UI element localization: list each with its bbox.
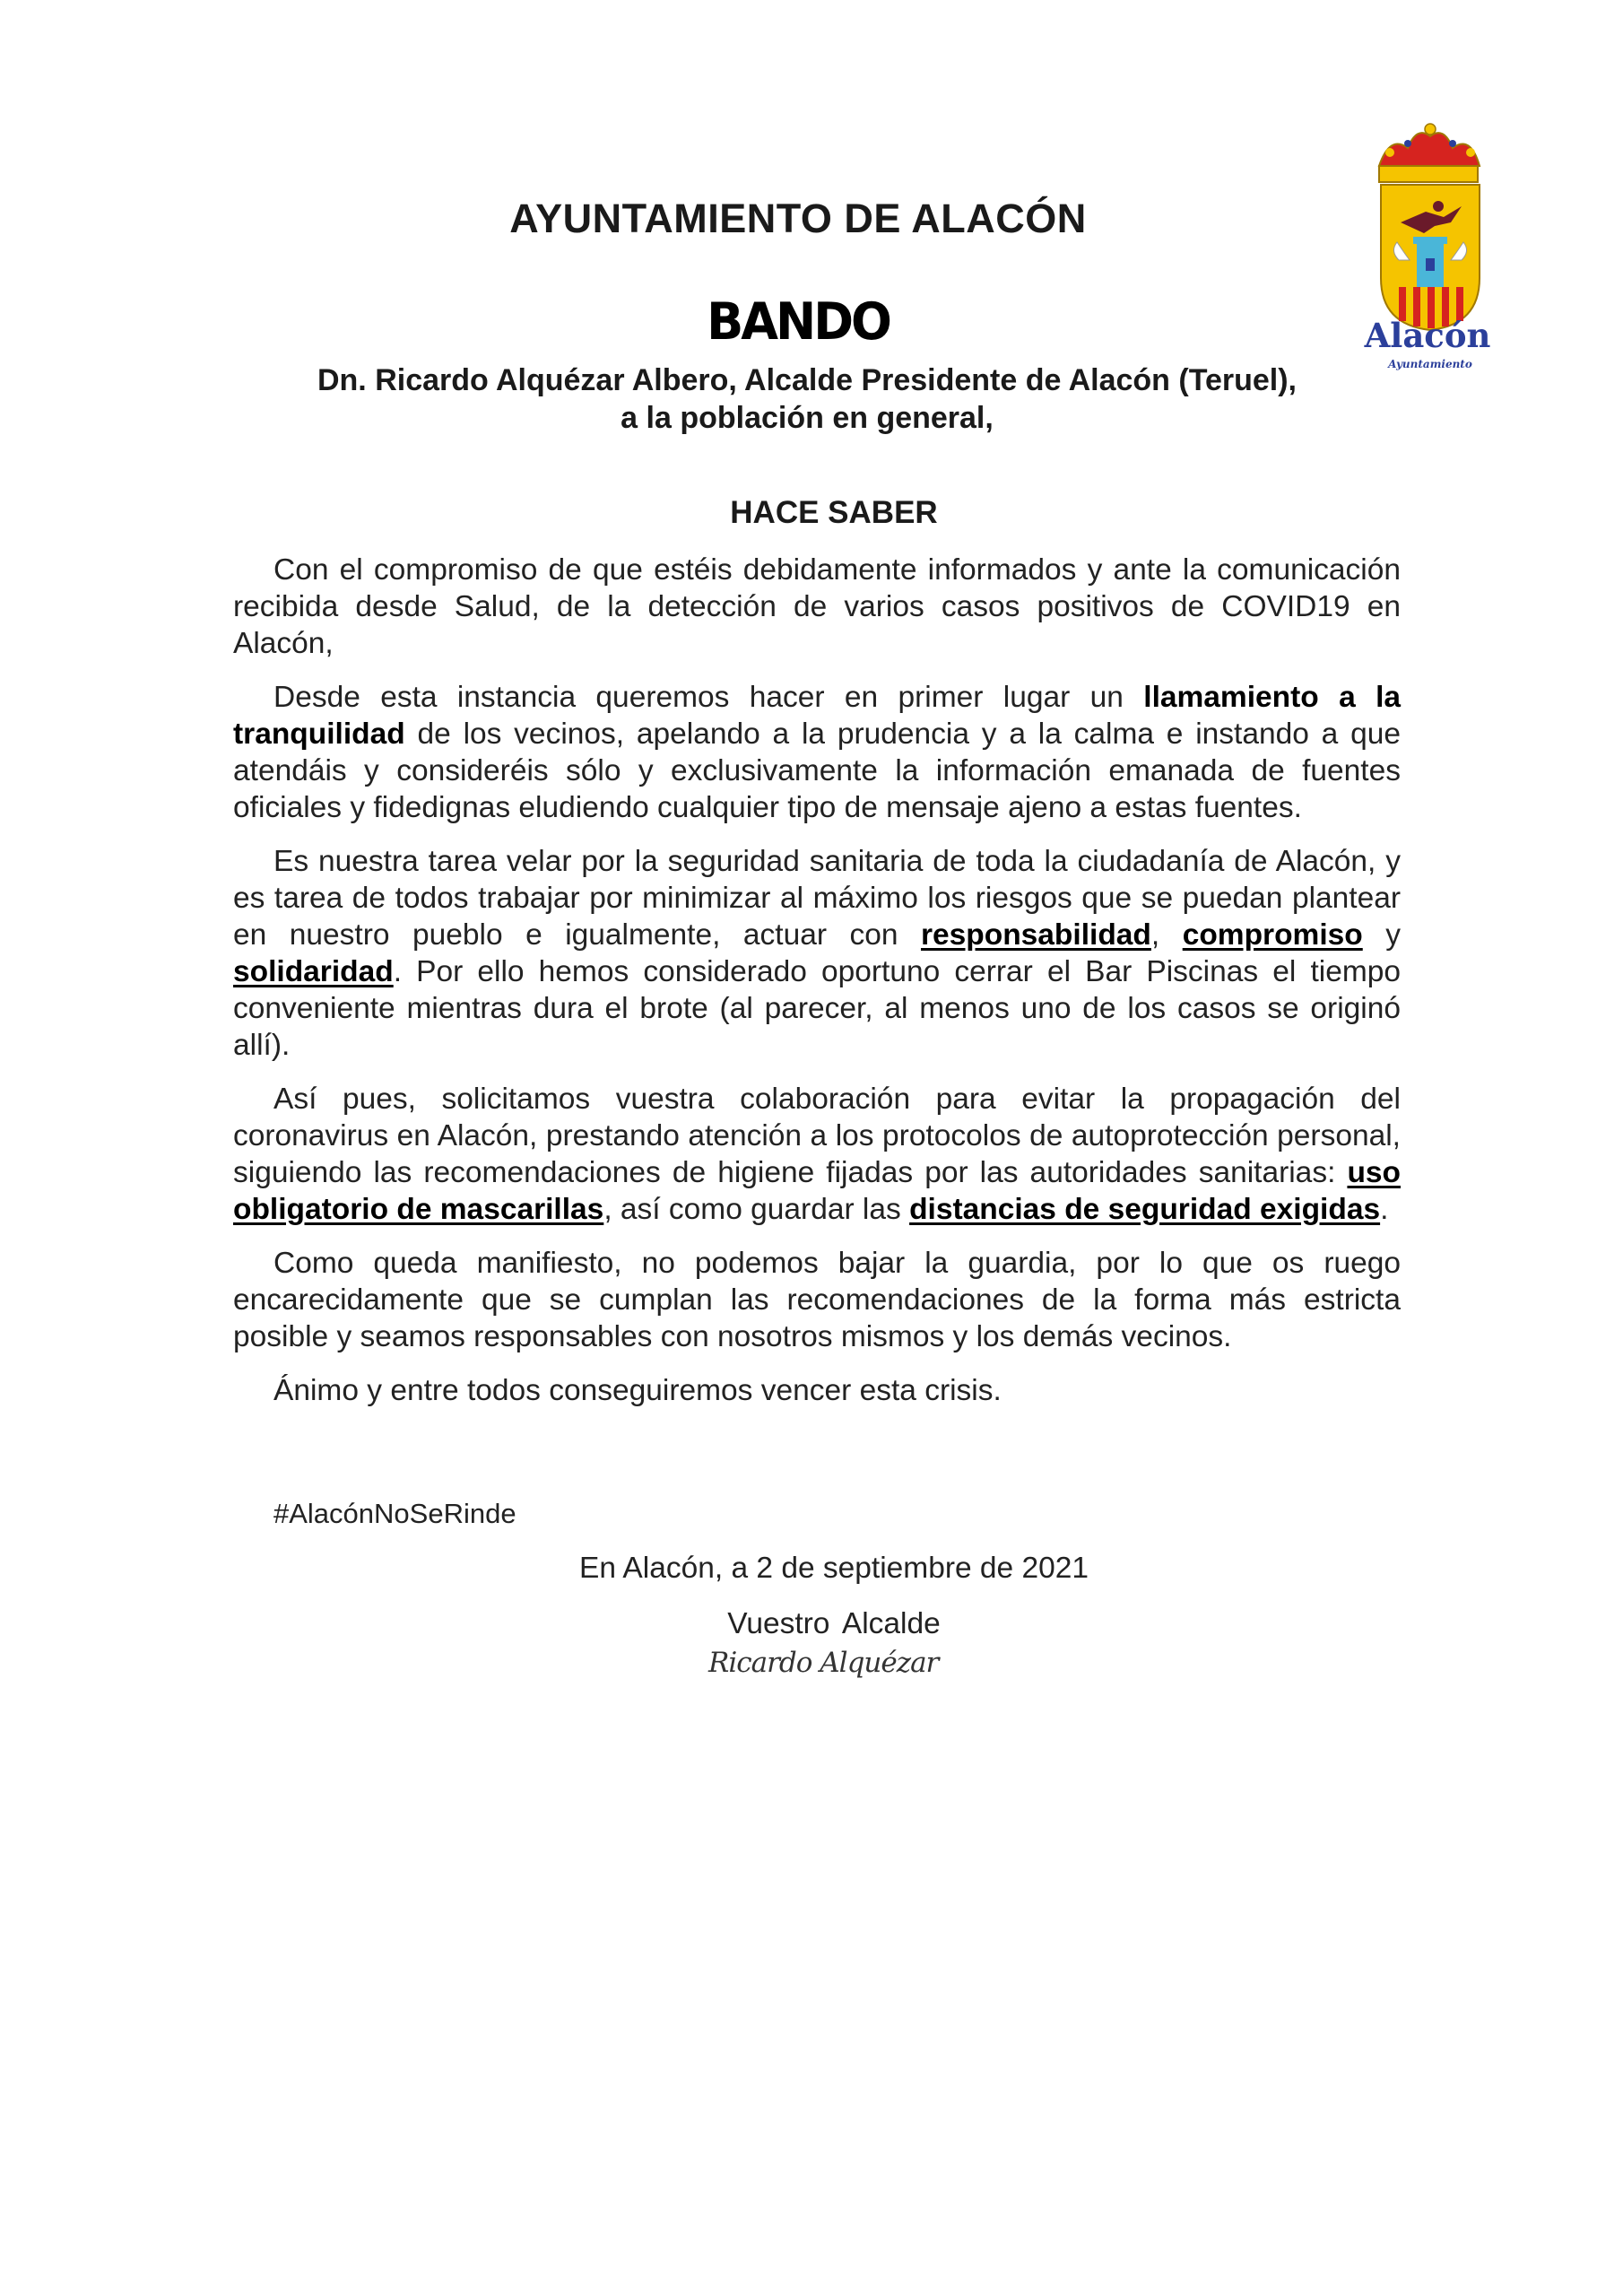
paragraph-6: Ánimo y entre todos conseguiremos vencer esta crisis. (273, 1374, 1002, 1407)
paragraph-1: Con el compromiso de que estéis debidamente informados y ante la comunicación recibida desde Salud, de la detección de varios casos positivos de COVID19 en Alacón, (233, 553, 1401, 660)
paragraph-2: Desde esta instancia queremos hacer en primer lugar un llamamiento a la tranquilidad de los vecinos, apelando a la prudencia y a la calma e instando a que atendáis y consideréis sólo y exclusivamente la información emanada de fuentes oficiales y fidedignas eludiendo cualquier tipo de mensaje ajeno a estas fuentes. (233, 681, 1402, 824)
emphasis-mascarillas: uso obligatorio de mascarillas (233, 1156, 1401, 1226)
emphasis-solidaridad: solidaridad (233, 955, 394, 988)
paragraph-5: Como queda manifiesto, no podemos bajar la guardia, por lo que os ruego encarecidamente que se cumplan las recomendaciones de la forma más estricta posible y seamos responsables con nosotros mismos y los demás vecinos. (233, 1247, 1401, 1353)
place-date: En Alacón, a 2 de septiembre de 2021 (578, 1552, 1089, 1585)
subtitle-line-2: a la población en general, (621, 401, 994, 435)
hashtag: #AlacónNoSeRinde (273, 1498, 516, 1529)
signature: Ricardo Alquézar (708, 1647, 939, 1679)
crest-brand-text: Alacón (1364, 316, 1491, 355)
emphasis-compromiso: compromiso (1182, 918, 1363, 952)
subtitle-line-1: Dn. Ricardo Alquézar Albero, Alcalde Presidente de Alacón (Teruel), (317, 363, 1298, 397)
paragraph-4: Así pues, solicitamos vuestra colaboración para evitar la propagación del coronavirus en Alacón, prestando atención a los protocolos de autoprotección personal, siguiendo las recomendaciones de higiene fijadas por las autoridades sanitarias: uso obligatorio de mascarillas, así como guardar las distancias de seguridad exigidas. (233, 1083, 1401, 1226)
subtitle (269, 361, 1345, 437)
bando-heading: BANDO (707, 291, 890, 352)
emphasis-responsabilidad: responsabilidad (920, 918, 1151, 952)
crest-sub-text: Ayuntamiento (1388, 358, 1472, 370)
hace-saber-heading: HACE SABER (730, 495, 938, 530)
body-text (233, 552, 1401, 1426)
emphasis-distancias: distancias de seguridad exigidas (909, 1193, 1381, 1226)
paragraph-3: Es nuestra tarea velar por la seguridad sanitaria de toda la ciudadanía de Alacón, y es tarea de todos trabajar por minimizar al máximo los riesgos que se puedan plantear en nuestro pueblo e igualmente, actuar con responsabilidad, compromiso y solidaridad. Por ello hemos considerado oportuno cerrar el Bar Piscinas el tiempo conveniente mientras dura el brote (al parecer, al menos uno de los casos se originó allí). (233, 845, 1401, 1062)
closing: Vuestro Alcalde (727, 1607, 941, 1640)
page-title: AYUNTAMIENTO DE ALACÓN (509, 196, 1087, 241)
emphasis-tranquilidad: llamamiento a la tranquilidad (233, 681, 1402, 751)
